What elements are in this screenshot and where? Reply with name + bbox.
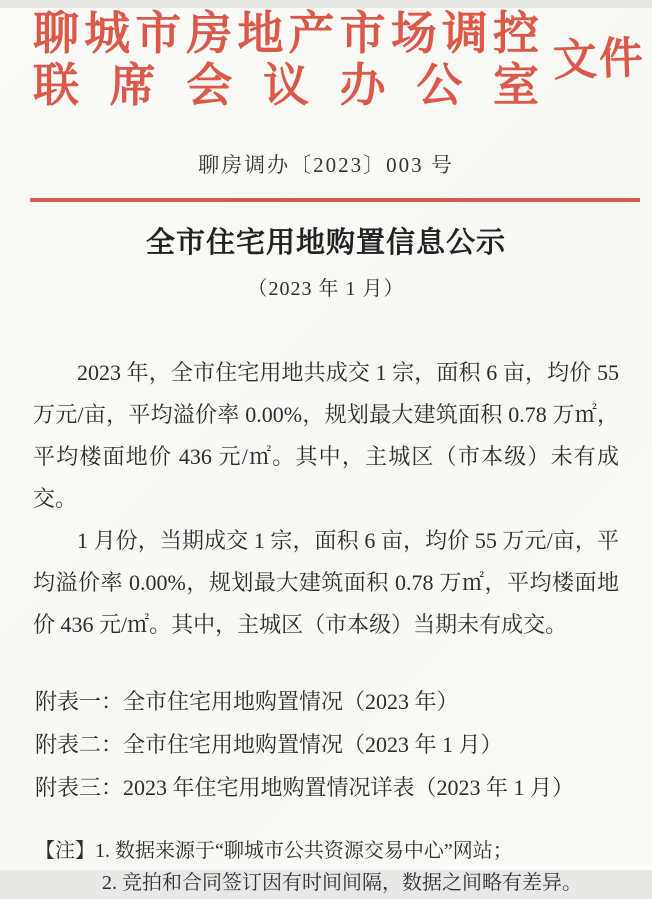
footnote-label: 【注】 [35, 840, 95, 862]
red-divider-rule [30, 198, 640, 202]
footnote-line-2: 2. 竞拍和合同签订因有时间间隔，数据之间略有差异。 [102, 872, 582, 894]
document-letterhead [33, 8, 645, 112]
footnote-line-1 [35, 835, 652, 867]
org-name-line-1: 聊城市房地产市场调控 [33, 8, 539, 59]
attachment-item-2: 附表二：全市住宅用地购置情况（2023 年 1 月） [35, 732, 503, 757]
attachment-list [35, 680, 652, 809]
document-type-label: 文件 [552, 33, 646, 86]
issuing-organization-name [33, 8, 539, 112]
attachment-item-3: 附表三：2023 年住宅用地购置情况详表（2023 年 1 月） [35, 775, 575, 800]
document-body [33, 352, 619, 646]
document-reference-number: 聊房调办〔2023〕003 号 [198, 153, 454, 177]
footnote-item-1: 1. 数据来源于“聊城市公共资源交易中心”网站； [95, 840, 513, 862]
footnotes [35, 835, 652, 899]
document-subtitle: （2023 年 1 月） [247, 278, 405, 300]
attachment-item-1: 附表一：全市住宅用地购置情况（2023 年） [35, 689, 459, 714]
body-paragraph-annual: 2023 年，全市住宅用地共成交 1 宗，面积 6 亩，均价 55 万元/亩，平均溢价率 0.00%，规划最大建筑面积 0.78 万㎡，平均楼面地价 436 元/㎡。其中，主城区（市本级）未有成交。 [33, 360, 619, 511]
org-name-line-2: 联席会议办公室 [33, 60, 539, 111]
body-paragraph-monthly: 1 月份，当期成交 1 宗，面积 6 亩，均价 55 万元/亩，平均溢价率 0.00%，规划最大建筑面积 0.78 万㎡，平均楼面地价 436 元/㎡。其中，主城区（市本级）当期未有成交。 [33, 528, 619, 637]
document-title: 全市住宅用地购置信息公示 [145, 227, 506, 259]
document-page [0, 8, 652, 894]
